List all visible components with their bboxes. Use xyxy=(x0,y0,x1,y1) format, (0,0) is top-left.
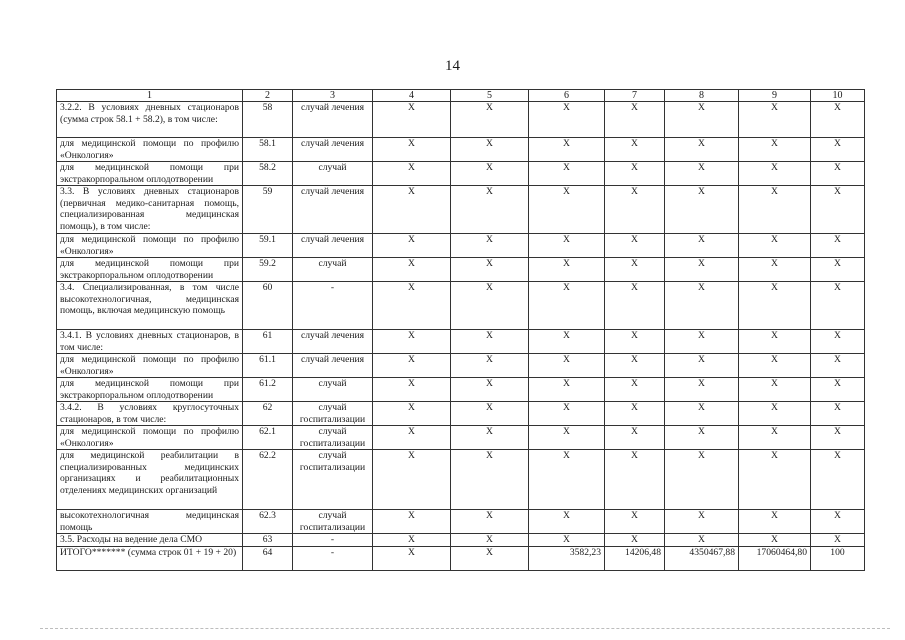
row-description: 3.4.1. В условиях дневных стационаров, в том числе: xyxy=(57,330,243,354)
cell-col-9: X xyxy=(739,426,811,450)
row-unit: случай лечения xyxy=(293,102,373,138)
cell-col-6: X xyxy=(529,354,605,378)
cell-col-10: X xyxy=(811,186,865,234)
cell-col-7: X xyxy=(605,450,665,510)
row-unit: - xyxy=(293,534,373,547)
row-code: 58.1 xyxy=(243,138,293,162)
cell-col-6: X xyxy=(529,534,605,547)
header-cell: 3 xyxy=(293,90,373,102)
row-unit: случай лечения xyxy=(293,234,373,258)
cell-col-10: X xyxy=(811,102,865,138)
row-code: 61.2 xyxy=(243,378,293,402)
cell-col-4: X xyxy=(373,258,451,282)
cell-col-8: X xyxy=(665,450,739,510)
cell-col-10: X xyxy=(811,402,865,426)
table-header-row xyxy=(57,90,865,102)
row-code: 59.1 xyxy=(243,234,293,258)
cell-col-7: X xyxy=(605,282,665,330)
cell-col-4: X xyxy=(373,234,451,258)
row-unit: случай госпитализации xyxy=(293,402,373,426)
cell-col-8: X xyxy=(665,354,739,378)
cell-col-5: X xyxy=(451,402,529,426)
cell-col-7: X xyxy=(605,162,665,186)
cell-col-5: X xyxy=(451,234,529,258)
row-description: для медицинской помощи при экстракорпоральном оплодотворении xyxy=(57,162,243,186)
row-description: для медицинской помощи по профилю «Онкология» xyxy=(57,138,243,162)
row-unit: случай госпитализации xyxy=(293,450,373,510)
table-row xyxy=(57,510,865,534)
cell-col-9: X xyxy=(739,402,811,426)
cell-col-9: X xyxy=(739,534,811,547)
cell-col-4: X xyxy=(373,534,451,547)
cell-col-4: X xyxy=(373,510,451,534)
header-cell: 6 xyxy=(529,90,605,102)
cell-col-10: X xyxy=(811,234,865,258)
row-unit: - xyxy=(293,282,373,330)
cell-col-9: X xyxy=(739,354,811,378)
cell-col-4: X xyxy=(373,102,451,138)
table-row xyxy=(57,402,865,426)
cell-col-5: X xyxy=(451,102,529,138)
cell-col-7: X xyxy=(605,234,665,258)
cell-col-5: X xyxy=(451,426,529,450)
cell-col-10: X xyxy=(811,510,865,534)
table-row xyxy=(57,426,865,450)
row-unit: случай госпитализации xyxy=(293,426,373,450)
cell-col-4: X xyxy=(373,402,451,426)
row-unit: случай лечения xyxy=(293,138,373,162)
cell-col-8: X xyxy=(665,282,739,330)
table-row xyxy=(57,354,865,378)
cell-col-4: X xyxy=(373,378,451,402)
row-unit: случай xyxy=(293,162,373,186)
cell-col-10: X xyxy=(811,450,865,510)
row-description: 3.3. В условиях дневных стационаров (первичная медико-санитарная помощь, специализированная медицинская помощь), в том числе: xyxy=(57,186,243,234)
cell-col-8: X xyxy=(665,258,739,282)
cell-col-6: X xyxy=(529,402,605,426)
row-description: для медицинской помощи по профилю «Онкология» xyxy=(57,354,243,378)
cell-col-4: X xyxy=(373,450,451,510)
row-description: для медицинской реабилитации в специализированных медицинских организациях и реабилитационных отделениях медицинских организаций xyxy=(57,450,243,510)
row-unit: случай xyxy=(293,378,373,402)
cell-col-9: X xyxy=(739,330,811,354)
cell-col-5: X xyxy=(451,282,529,330)
table-row xyxy=(57,138,865,162)
cell-col-6: X xyxy=(529,282,605,330)
row-code: 59 xyxy=(243,186,293,234)
header-cell: 1 xyxy=(57,90,243,102)
row-unit: - xyxy=(293,547,373,571)
row-description: 3.2.2. В условиях дневных стационаров (сумма строк 58.1 + 58.2), в том числе: xyxy=(57,102,243,138)
cell-col-5: X xyxy=(451,354,529,378)
cell-col-10: X xyxy=(811,330,865,354)
row-description: для медицинской помощи при экстракорпоральном оплодотворении xyxy=(57,378,243,402)
cell-col-4: X xyxy=(373,282,451,330)
row-description: для медицинской помощи по профилю «Онкология» xyxy=(57,234,243,258)
cell-col-4: X xyxy=(373,354,451,378)
cell-col-4: X xyxy=(373,138,451,162)
cell-col-6: X xyxy=(529,450,605,510)
cell-col-6: X xyxy=(529,102,605,138)
cell-col-9: X xyxy=(739,258,811,282)
cell-col-5: X xyxy=(451,138,529,162)
cell-col-8: X xyxy=(665,138,739,162)
cell-col-5: X xyxy=(451,258,529,282)
cell-col-8: X xyxy=(665,402,739,426)
header-cell: 7 xyxy=(605,90,665,102)
cell-col-8: X xyxy=(665,102,739,138)
row-description: для медицинской помощи по профилю «Онкология» xyxy=(57,426,243,450)
row-unit: случай госпитализации xyxy=(293,510,373,534)
cell-col-10: X xyxy=(811,426,865,450)
cell-col-7: X xyxy=(605,102,665,138)
cell-col-8: X xyxy=(665,234,739,258)
cell-col-8: X xyxy=(665,534,739,547)
header-cell: 9 xyxy=(739,90,811,102)
row-code: 62.3 xyxy=(243,510,293,534)
header-cell: 2 xyxy=(243,90,293,102)
cell-col-4: X xyxy=(373,426,451,450)
cell-col-7: X xyxy=(605,378,665,402)
cell-col-7: X xyxy=(605,330,665,354)
row-code: 58.2 xyxy=(243,162,293,186)
row-description: высокотехнологичная медицинская помощь xyxy=(57,510,243,534)
cell-col-9: 17060464,80 xyxy=(739,547,811,571)
cell-col-10: X xyxy=(811,282,865,330)
table-row xyxy=(57,330,865,354)
row-unit: случай лечения xyxy=(293,186,373,234)
cell-col-6: X xyxy=(529,510,605,534)
row-code: 61 xyxy=(243,330,293,354)
cell-col-7: X xyxy=(605,402,665,426)
cell-col-6: X xyxy=(529,378,605,402)
cell-col-10: X xyxy=(811,378,865,402)
cell-col-10: X xyxy=(811,534,865,547)
cell-col-8: X xyxy=(665,426,739,450)
cell-col-4: X xyxy=(373,547,451,571)
cell-col-8: X xyxy=(665,378,739,402)
row-unit: случай лечения xyxy=(293,330,373,354)
row-code: 62.1 xyxy=(243,426,293,450)
table-row xyxy=(57,258,865,282)
header-cell: 5 xyxy=(451,90,529,102)
cell-col-4: X xyxy=(373,330,451,354)
table-row xyxy=(57,102,865,138)
cell-col-9: X xyxy=(739,282,811,330)
cell-col-9: X xyxy=(739,162,811,186)
cell-col-6: X xyxy=(529,162,605,186)
row-description: для медицинской помощи при экстракорпоральном оплодотворении xyxy=(57,258,243,282)
row-code: 61.1 xyxy=(243,354,293,378)
cell-col-4: X xyxy=(373,162,451,186)
cell-col-5: X xyxy=(451,547,529,571)
cell-col-5: X xyxy=(451,534,529,547)
scan-edge-line xyxy=(40,628,890,630)
header-cell: 10 xyxy=(811,90,865,102)
table-row xyxy=(57,234,865,258)
cell-col-7: X xyxy=(605,534,665,547)
cell-col-10: X xyxy=(811,354,865,378)
cell-col-9: X xyxy=(739,450,811,510)
cell-col-6: X xyxy=(529,330,605,354)
cell-col-8: 4350467,88 xyxy=(665,547,739,571)
row-unit: случай лечения xyxy=(293,354,373,378)
row-description: ИТОГО******* (сумма строк 01 + 19 + 20) xyxy=(57,547,243,571)
cell-col-10: X xyxy=(811,138,865,162)
cell-col-5: X xyxy=(451,450,529,510)
table-row xyxy=(57,378,865,402)
cell-col-5: X xyxy=(451,162,529,186)
cell-col-9: X xyxy=(739,102,811,138)
cell-col-6: X xyxy=(529,186,605,234)
cell-col-8: X xyxy=(665,510,739,534)
cell-col-9: X xyxy=(739,234,811,258)
cell-col-7: X xyxy=(605,186,665,234)
cell-col-10: X xyxy=(811,162,865,186)
data-table xyxy=(56,89,865,571)
table-row xyxy=(57,450,865,510)
table-row xyxy=(57,534,865,547)
table-row xyxy=(57,547,865,571)
cell-col-6: 3582,23 xyxy=(529,547,605,571)
cell-col-6: X xyxy=(529,234,605,258)
cell-col-8: X xyxy=(665,162,739,186)
cell-col-6: X xyxy=(529,258,605,282)
cell-col-7: X xyxy=(605,138,665,162)
cell-col-6: X xyxy=(529,426,605,450)
cell-col-7: X xyxy=(605,510,665,534)
row-unit: случай xyxy=(293,258,373,282)
row-description: 3.4.2. В условиях круглосуточных стационаров, в том числе: xyxy=(57,402,243,426)
cell-col-10: 100 xyxy=(811,547,865,571)
row-code: 64 xyxy=(243,547,293,571)
cell-col-9: X xyxy=(739,138,811,162)
cell-col-5: X xyxy=(451,378,529,402)
cell-col-9: X xyxy=(739,510,811,534)
table-row xyxy=(57,162,865,186)
cell-col-5: X xyxy=(451,510,529,534)
cell-col-5: X xyxy=(451,330,529,354)
cell-col-7: X xyxy=(605,258,665,282)
header-cell: 8 xyxy=(665,90,739,102)
row-code: 60 xyxy=(243,282,293,330)
row-code: 63 xyxy=(243,534,293,547)
page-number: 14 xyxy=(445,58,460,74)
cell-col-9: X xyxy=(739,378,811,402)
cell-col-9: X xyxy=(739,186,811,234)
table-body xyxy=(57,90,865,571)
cell-col-4: X xyxy=(373,186,451,234)
cell-col-7: 14206,48 xyxy=(605,547,665,571)
row-code: 62.2 xyxy=(243,450,293,510)
cell-col-5: X xyxy=(451,186,529,234)
cell-col-10: X xyxy=(811,258,865,282)
header-cell: 4 xyxy=(373,90,451,102)
cell-col-6: X xyxy=(529,138,605,162)
cell-col-7: X xyxy=(605,426,665,450)
row-description: 3.5. Расходы на ведение дела СМО xyxy=(57,534,243,547)
cell-col-8: X xyxy=(665,186,739,234)
row-code: 59.2 xyxy=(243,258,293,282)
table-row xyxy=(57,186,865,234)
cell-col-8: X xyxy=(665,330,739,354)
cell-col-7: X xyxy=(605,354,665,378)
row-code: 58 xyxy=(243,102,293,138)
row-code: 62 xyxy=(243,402,293,426)
row-description: 3.4. Специализированная, в том числе высокотехнологичная, медицинская помощь, включая медицинскую помощь xyxy=(57,282,243,330)
table-row xyxy=(57,282,865,330)
